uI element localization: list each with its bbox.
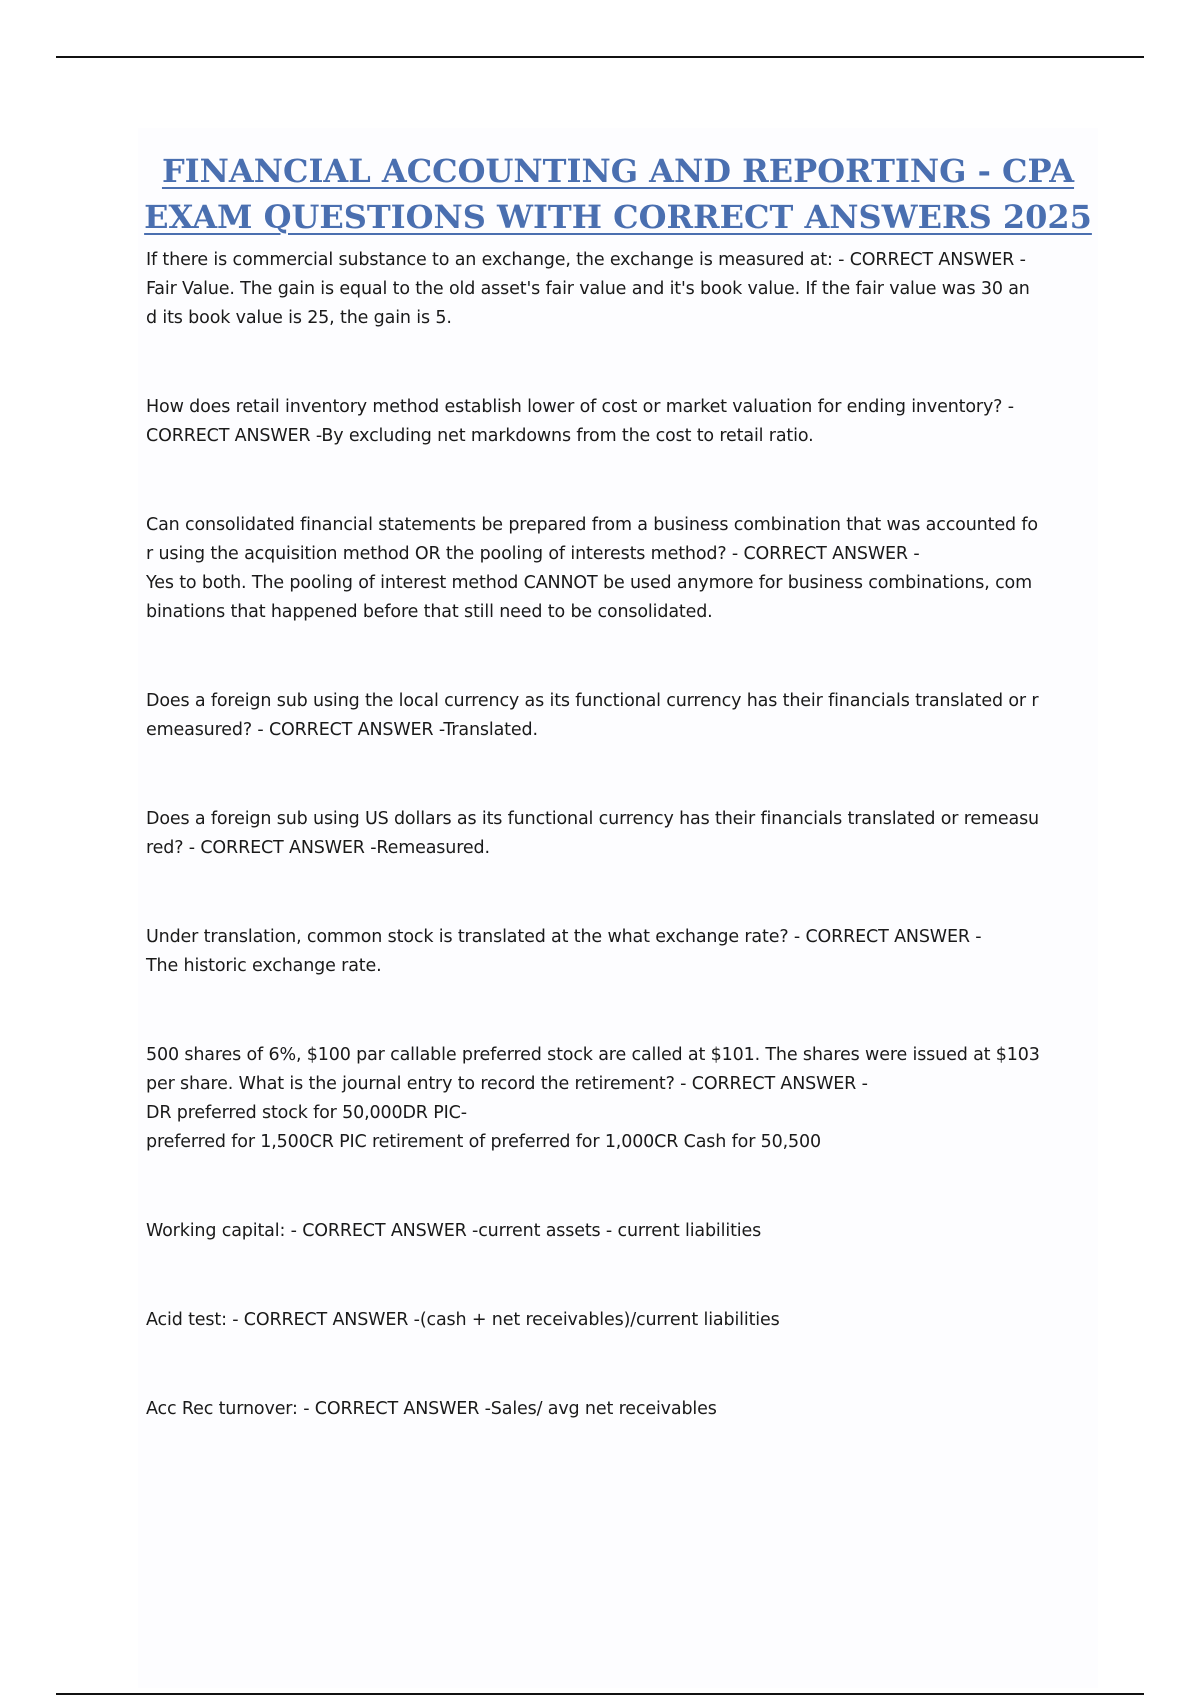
qa-item: Working capital: - CORRECT ANSWER -current assets - current liabilities bbox=[146, 1221, 762, 1241]
qa-item: Acc Rec turnover: - CORRECT ANSWER -Sales/ avg net receivables bbox=[146, 1399, 717, 1419]
document-page bbox=[138, 128, 1098, 1688]
title-line-1: FINANCIAL ACCOUNTING AND REPORTING - CPA bbox=[161, 152, 1075, 190]
qa-item: Does a foreign sub using US dollars as its functional currency has their financials translated or remeasu red? - CORRECT ANSWER -Remeasured. bbox=[146, 809, 1039, 858]
qa-item: How does retail inventory method establish lower of cost or market valuation for ending inventory? - CORRECT ANSWER -By excluding net markdowns from the cost to retail ratio. bbox=[146, 397, 1014, 446]
header-rule bbox=[56, 56, 1144, 58]
qa-item: 500 shares of 6%, $100 par callable preferred stock are called at $101. The shares were issued at $103 per share. What is the journal entry to record the retirement? - CORRECT ANSWER - DR preferred stock for 50,000DR PIC- preferred for 1,500CR PIC retirement of preferred for 1,000CR Cash for 50,500 bbox=[146, 1045, 1040, 1152]
footer-rule bbox=[56, 1693, 1144, 1695]
qa-item: Can consolidated financial statements be prepared from a business combination that was accounted fo r using the acquisition method OR the pooling of interests method? - CORRECT ANSWER - Yes to both. The pooling of interest method CANNOT be used anymore for business combinations, com binations that happened before that still need to be consolidated. bbox=[146, 515, 1038, 622]
document-title bbox=[138, 148, 1098, 240]
qa-item: Acid test: - CORRECT ANSWER -(cash + net receivables)/current liabilities bbox=[146, 1310, 780, 1330]
qa-item: Under translation, common stock is translated at the what exchange rate? - CORRECT ANSWER - The historic exchange rate. bbox=[146, 927, 982, 976]
qa-item: If there is commercial substance to an exchange, the exchange is measured at: - CORRECT ANSWER - Fair Value. The gain is equal to the old asset's fair value and it's book value. If the fair value was 30 an d its book value is 25, the gain is 5. bbox=[146, 250, 1030, 328]
title-line-2: EXAM QUESTIONS WITH CORRECT ANSWERS 2025 bbox=[144, 198, 1092, 236]
qa-item: Does a foreign sub using the local currency as its functional currency has their financials translated or r emeasured? - CORRECT ANSWER -Translated. bbox=[146, 691, 1039, 740]
